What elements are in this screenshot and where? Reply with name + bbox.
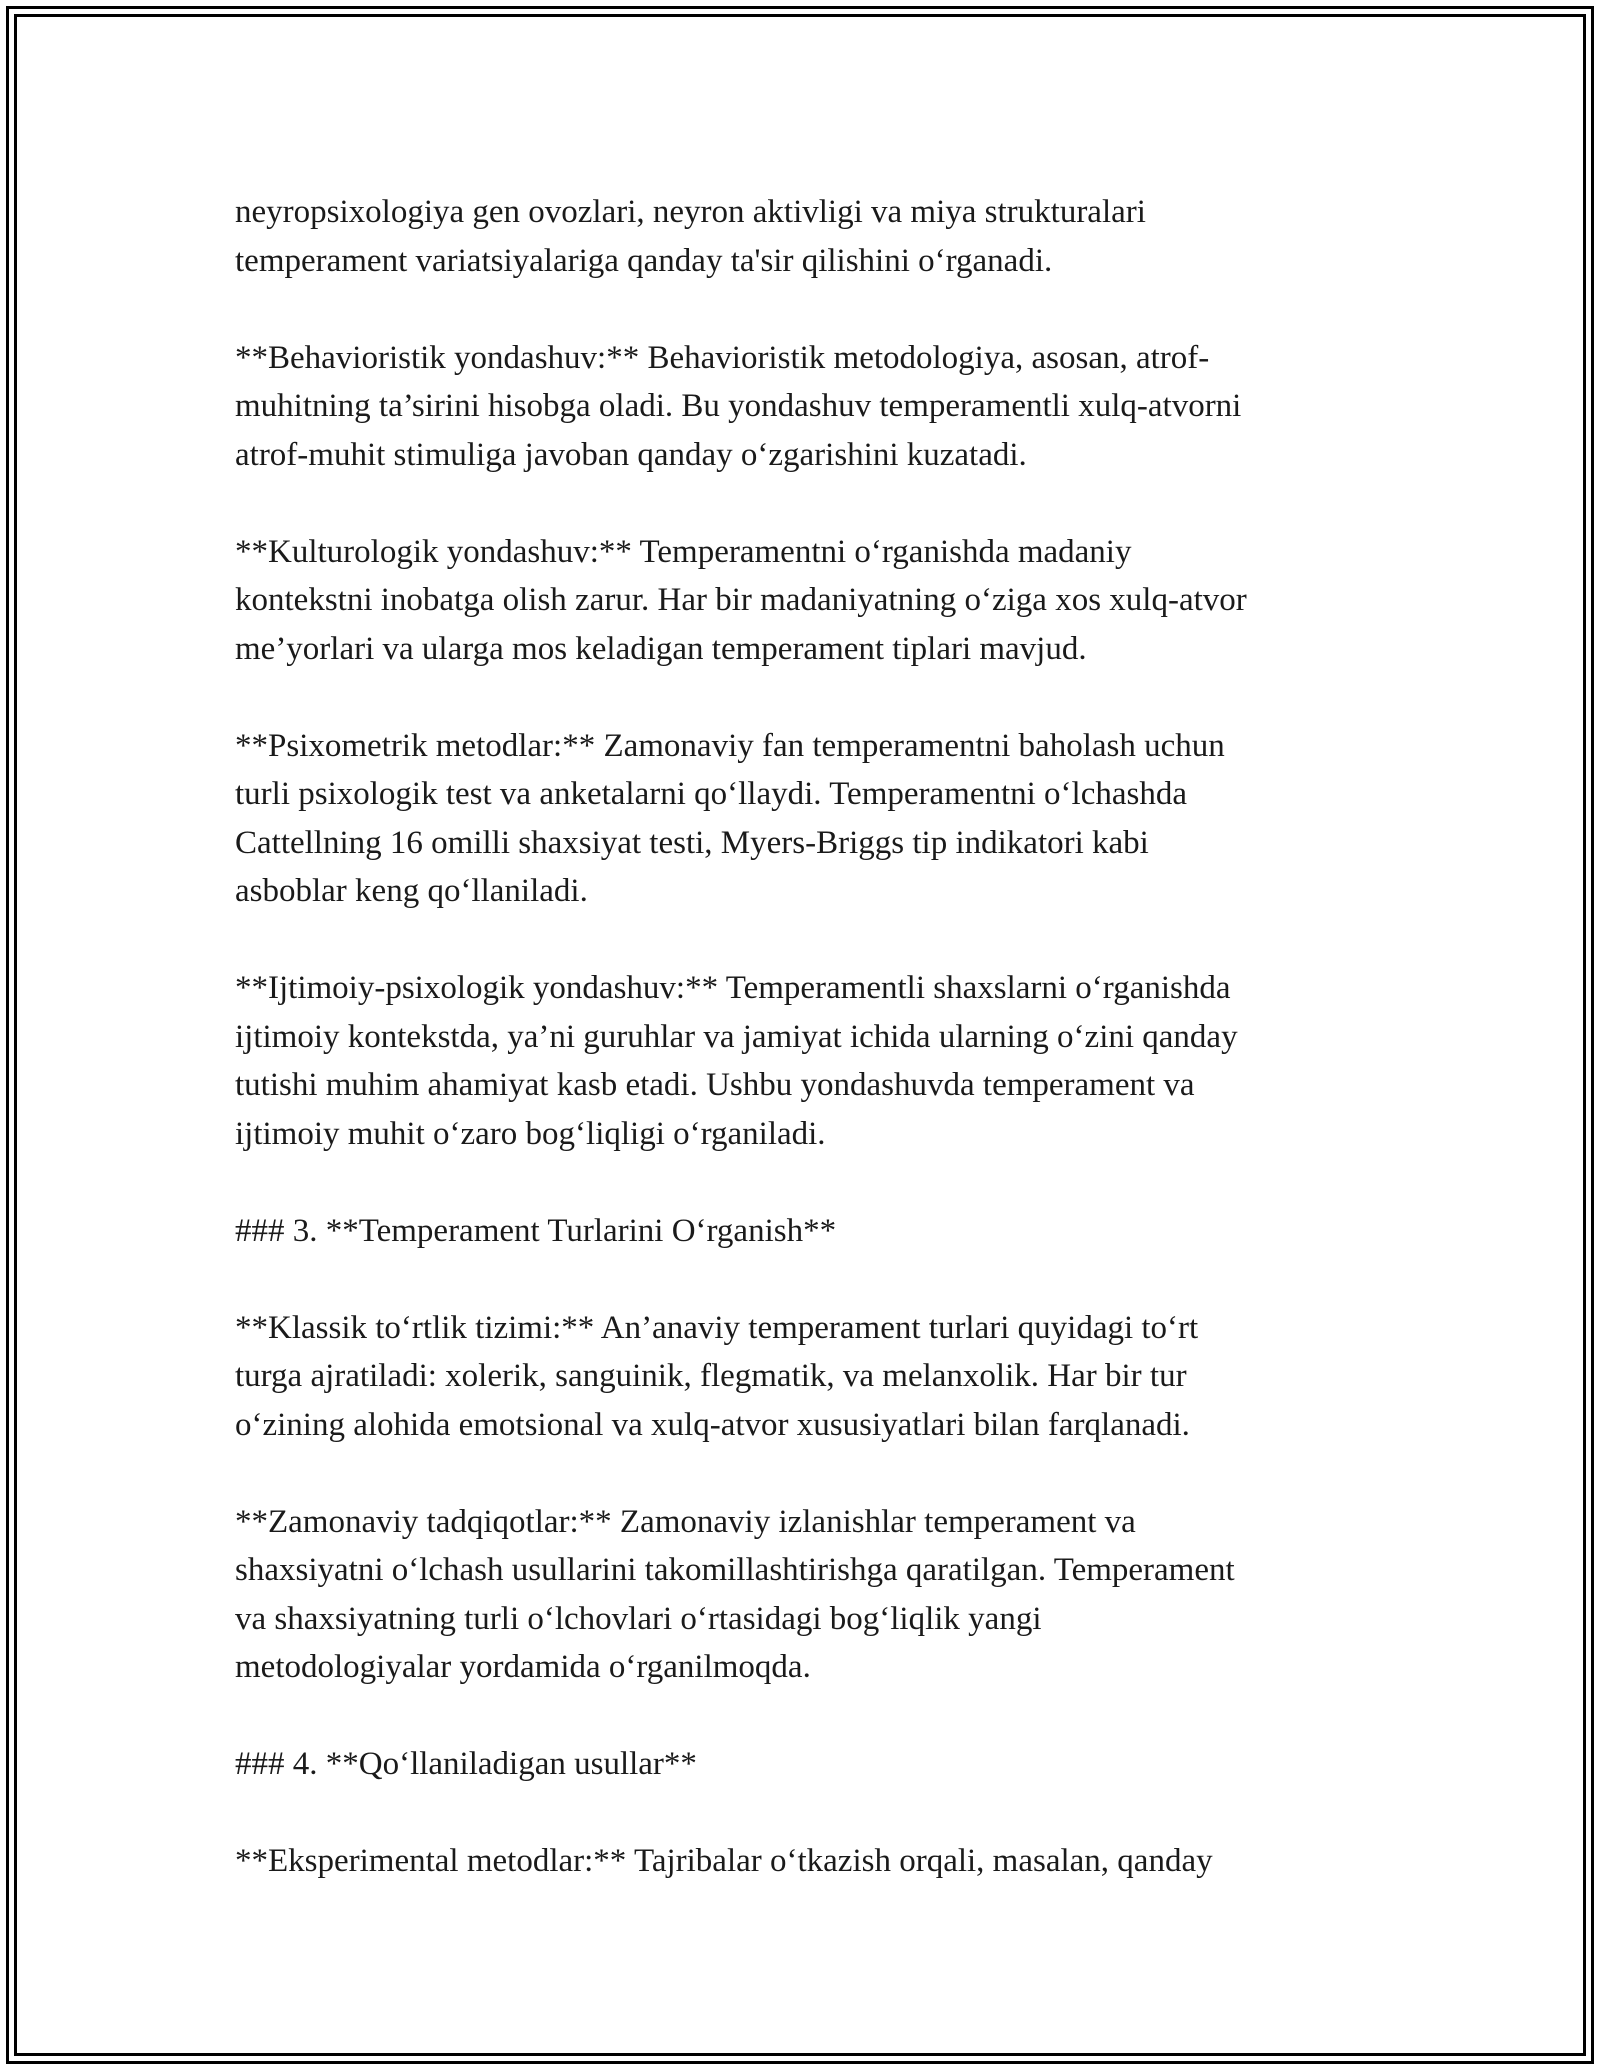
text-line: turli psixologik test va anketalarni qo‘llaydi. Temperamentni o‘lchashda bbox=[235, 776, 1187, 812]
paragraph-break bbox=[235, 916, 1365, 965]
text-line: muhitning ta’sirini hisobga oladi. Bu yondashuv temperamentli xulq-atvorni bbox=[235, 388, 1242, 424]
text-line: **Klassik to‘rtlik tizimi:** An’anaviy temperament turlari quyidagi to‘rt bbox=[235, 1309, 1199, 1346]
text-line: **Kulturologik yondashuv:** Temperamentni o‘rganishda madaniy bbox=[235, 533, 1132, 570]
paragraph-break bbox=[235, 1692, 1365, 1741]
paragraph-break bbox=[235, 1158, 1365, 1207]
paragraph-break bbox=[235, 673, 1365, 722]
text-line: turga ajratiladi: xolerik, sanguinik, flegmatik, va melanxolik. Har bir tur bbox=[235, 1358, 1187, 1394]
text-line: tutishi muhim ahamiyat kasb etadi. Ushbu yondashuvda temperament va bbox=[235, 1067, 1195, 1103]
text-line: ijtimoiy kontekstda, ya’ni guruhlar va jamiyat ichida ularning o‘zini qanday bbox=[235, 1018, 1238, 1055]
text-line: va shaxsiyatning turli o‘lchovlari o‘rtasidagi bog‘liqlik yangi bbox=[235, 1600, 1042, 1637]
text-line: o‘zining alohida emotsional va xulq-atvor xususiyatlari bilan farqlanadi. bbox=[235, 1406, 1190, 1443]
document-body bbox=[235, 188, 1365, 1886]
paragraph-break bbox=[235, 1255, 1365, 1304]
text-line: **Psixometrik metodlar:** Zamonaviy fan temperamentni baholash uchun bbox=[235, 727, 1225, 764]
text-line: **Eksperimental metodlar:** Tajribalar o‘tkazish orqali, masalan, qanday bbox=[235, 1843, 1213, 1879]
paragraph-break bbox=[235, 479, 1365, 528]
text-line: atrof-muhit stimuliga javoban qanday o‘zgarishini kuzatadi. bbox=[235, 436, 1027, 473]
text-line: metodologiyalar yordamida o‘rganilmoqda. bbox=[235, 1649, 811, 1685]
section-heading: ### 3. **Temperament Turlarini O‘rganish** bbox=[235, 1212, 837, 1249]
paragraph-break bbox=[235, 1449, 1365, 1498]
paragraph-break bbox=[235, 285, 1365, 334]
text-line: temperament variatsiyalariga qanday ta'sir qilishini o‘rganadi. bbox=[235, 242, 1053, 279]
text-line: ijtimoiy muhit o‘zaro bog‘liqligi o‘rganiladi. bbox=[235, 1115, 826, 1152]
paragraph-break bbox=[235, 1789, 1365, 1838]
text-line: **Behavioristik yondashuv:** Behavioristik metodologiya, asosan, atrof- bbox=[235, 339, 1210, 376]
text-line: Cattellning 16 omilli shaxsiyat testi, Myers-Briggs tip indikatori kabi bbox=[235, 824, 1149, 861]
text-line: me’yorlari va ularga mos keladigan temperament tiplari mavjud. bbox=[235, 630, 1087, 667]
text-line: **Zamonaviy tadqiqotlar:** Zamonaviy izlanishlar temperament va bbox=[235, 1503, 1136, 1540]
text-line: asboblar keng qo‘llaniladi. bbox=[235, 873, 588, 909]
section-heading: ### 4. **Qo‘llaniladigan usullar** bbox=[235, 1746, 697, 1782]
text-line: kontekstni inobatga olish zarur. Har bir madaniyatning o‘ziga xos xulq-atvor bbox=[235, 582, 1247, 618]
text-line: shaxsiyatni o‘lchash usullarini takomillashtirishga qaratilgan. Temperament bbox=[235, 1552, 1235, 1588]
text-line: **Ijtimoiy-psixologik yondashuv:** Temperamentli shaxslarni o‘rganishda bbox=[235, 970, 1231, 1006]
text-line: neyropsixologiya gen ovozlari, neyron aktivligi va miya strukturalari bbox=[235, 194, 1146, 230]
